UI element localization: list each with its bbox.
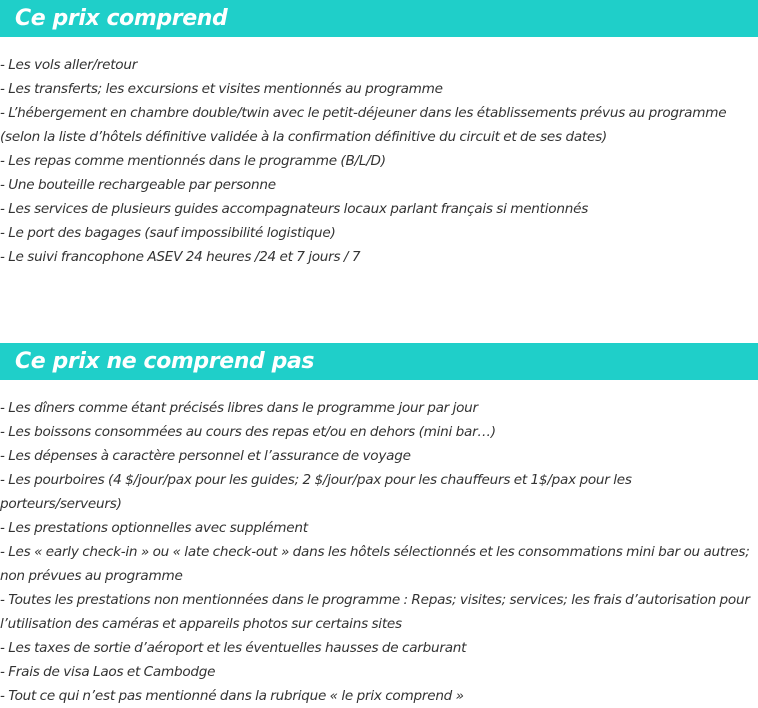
- includes-section-title: Ce prix comprend: [15, 5, 228, 31]
- list-item: - Les « early check-in » ou « late check-out » dans les hôtels sélectionnés et les consommations mini bar ou autres; non prévues au programme: [0, 544, 750, 584]
- list-item: - Les boissons consommées au cours des repas et/ou en dehors (mini bar…): [0, 424, 496, 440]
- list-item: - Les taxes de sortie d’aéroport et les éventuelles hausses de carburant: [0, 640, 467, 656]
- excludes-section-title: Ce prix ne comprend pas: [15, 348, 315, 374]
- includes-list: [0, 53, 752, 269]
- list-item: - Les dépenses à caractère personnel et l’assurance de voyage: [0, 448, 411, 464]
- list-item: - Toutes les prestations non mentionnées dans le programme : Repas; visites; services; les frais d’autorisation pour l’utilisation des caméras et appareils photos sur certains sites: [0, 592, 750, 632]
- list-item: - Les repas comme mentionnés dans le programme (B/L/D): [0, 153, 386, 169]
- includes-section-header: [0, 0, 758, 37]
- list-item: - Les dîners comme étant précisés libres dans le programme jour par jour: [0, 400, 478, 416]
- list-item: - Une bouteille rechargeable par personne: [0, 177, 276, 193]
- list-item: - L’hébergement en chambre double/twin avec le petit-déjeuner dans les établissements prévus au programme (selon la liste d’hôtels définitive validée à la confirmation définitive du circuit et de ses dates): [0, 105, 727, 145]
- list-item: - Les transferts; les excursions et visites mentionnés au programme: [0, 81, 443, 97]
- list-item: - Les prestations optionnelles avec supplément: [0, 520, 308, 536]
- excludes-section-header: [0, 343, 758, 380]
- list-item: - Les pourboires (4 $/jour/pax pour les guides; 2 $/jour/pax pour les chauffeurs et 1$/pax pour les porteurs/serveurs): [0, 472, 632, 512]
- list-item: - Frais de visa Laos et Cambodge: [0, 664, 216, 680]
- list-item: - Le suivi francophone ASEV 24 heures /24 et 7 jours / 7: [0, 249, 361, 265]
- list-item: - Les services de plusieurs guides accompagnateurs locaux parlant français si mentionnés: [0, 201, 589, 217]
- list-item: - Les vols aller/retour: [0, 57, 138, 73]
- excludes-list: [0, 396, 752, 708]
- list-item: - Tout ce qui n’est pas mentionné dans la rubrique « le prix comprend »: [0, 688, 464, 704]
- list-item: - Le port des bagages (sauf impossibilité logistique): [0, 225, 336, 241]
